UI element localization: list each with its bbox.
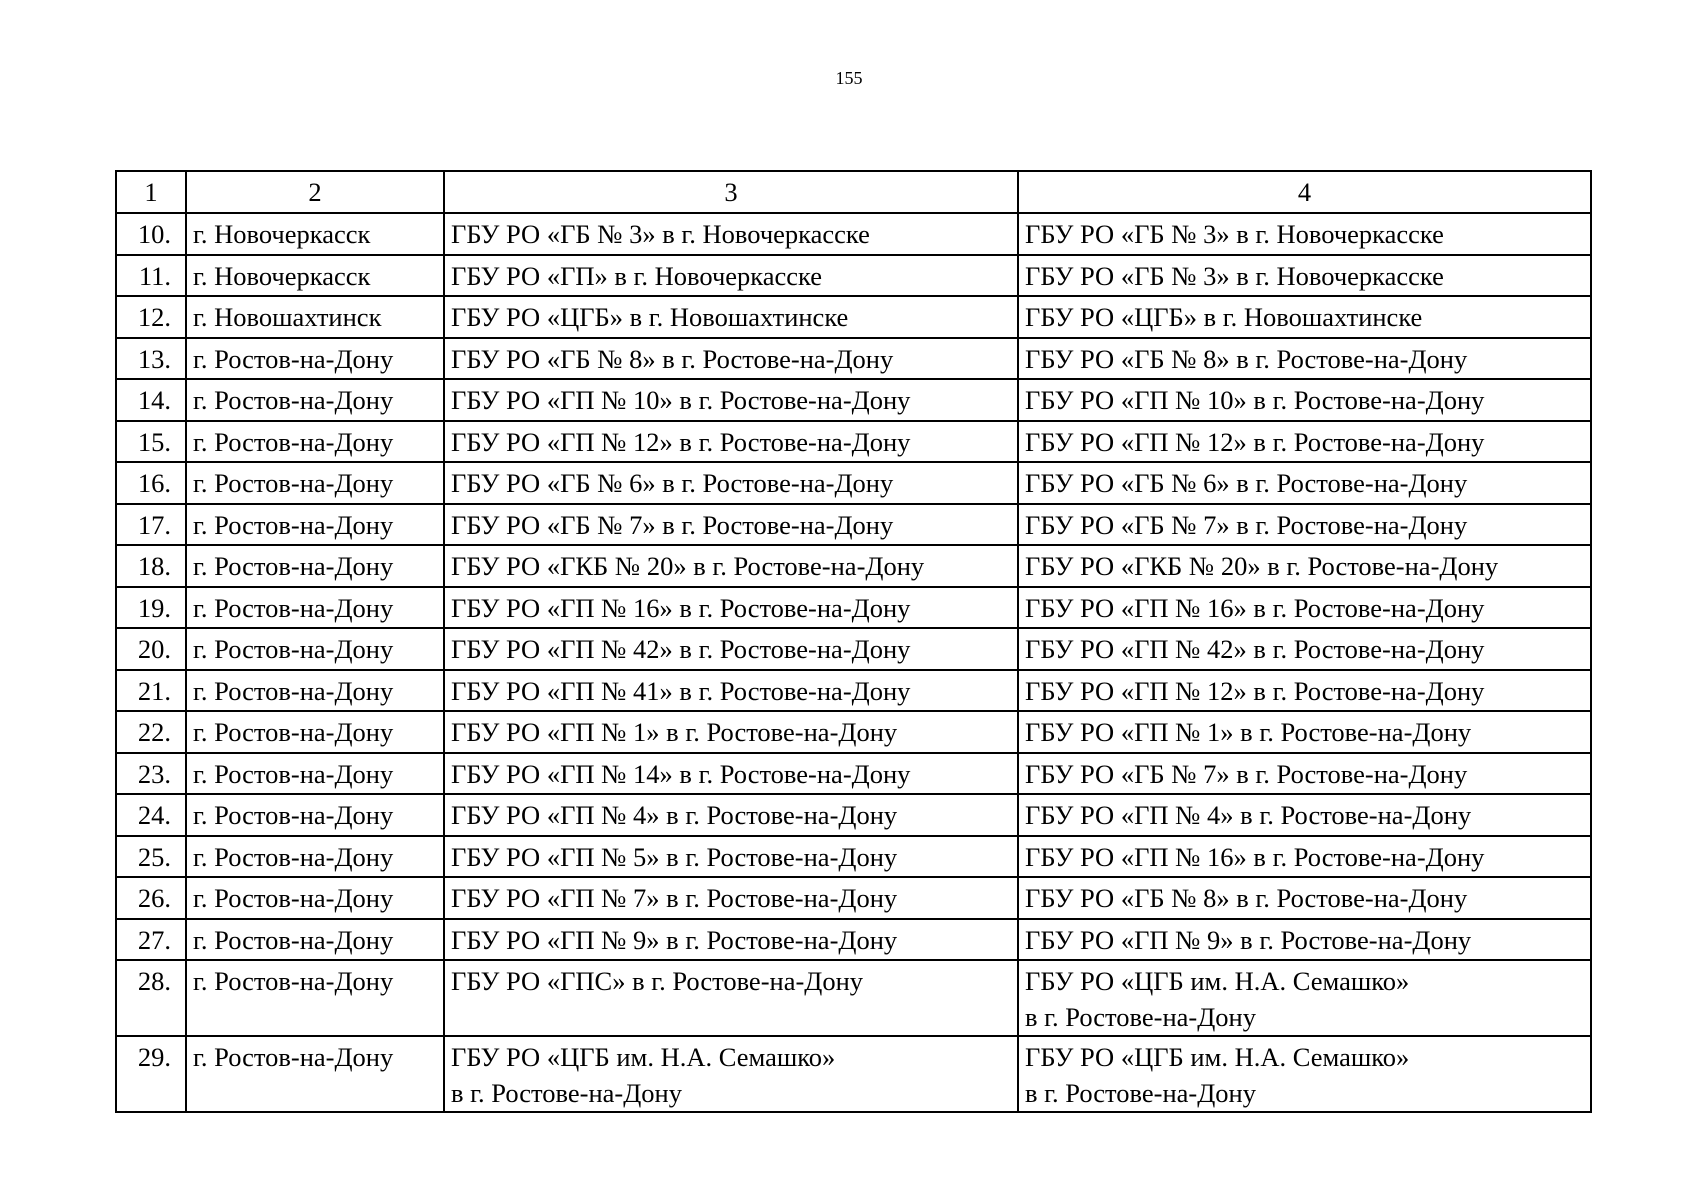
row-number: 20. — [116, 628, 186, 670]
institution-cell: ГБУ РО «ГБ № 3» в г. Новочеркасске — [444, 213, 1018, 255]
assigned-institution-cell: ГБУ РО «ГБ № 8» в г. Ростове-на-Дону — [1018, 338, 1591, 380]
institution-cell: ГБУ РО «ГП» в г. Новочеркасске — [444, 255, 1018, 297]
row-number: 28. — [116, 960, 186, 1036]
city-cell: г. Ростов-на-Дону — [186, 1036, 444, 1112]
row-number: 16. — [116, 462, 186, 504]
institution-cell: ГБУ РО «ГП № 41» в г. Ростове-на-Дону — [444, 670, 1018, 712]
column-header: 1 — [116, 171, 186, 213]
row-number: 10. — [116, 213, 186, 255]
assigned-institution-cell: ГБУ РО «ГП № 42» в г. Ростове-на-Дону — [1018, 628, 1591, 670]
institution-cell: ГБУ РО «ГП № 7» в г. Ростове-на-Дону — [444, 877, 1018, 919]
assigned-institution-cell: ГБУ РО «ГП № 9» в г. Ростове-на-Дону — [1018, 919, 1591, 961]
table-row — [116, 462, 1591, 504]
row-number: 14. — [116, 379, 186, 421]
table-row — [116, 711, 1591, 753]
city-cell: г. Ростов-на-Дону — [186, 628, 444, 670]
table-row — [116, 753, 1591, 795]
city-cell: г. Новошахтинск — [186, 296, 444, 338]
assigned-institution-cell: ГБУ РО «ЦГБ» в г. Новошахтинске — [1018, 296, 1591, 338]
institution-cell: ГБУ РО «ГП № 9» в г. Ростове-на-Дону — [444, 919, 1018, 961]
row-number: 26. — [116, 877, 186, 919]
table-row — [116, 421, 1591, 463]
institution-cell: ГБУ РО «ГКБ № 20» в г. Ростове-на-Дону — [444, 545, 1018, 587]
table-row — [116, 670, 1591, 712]
assigned-institution-cell: ГБУ РО «ЦГБ им. Н.А. Семашко» в г. Ростове-на-Дону — [1018, 1036, 1591, 1112]
table-row — [116, 338, 1591, 380]
table-row — [116, 255, 1591, 297]
row-number: 12. — [116, 296, 186, 338]
table-header — [116, 171, 1591, 213]
assigned-institution-cell: ГБУ РО «ГБ № 3» в г. Новочеркасске — [1018, 213, 1591, 255]
institutions-table — [115, 170, 1592, 1113]
table-row — [116, 296, 1591, 338]
page-number: 155 — [835, 68, 863, 88]
city-cell: г. Ростов-на-Дону — [186, 877, 444, 919]
assigned-institution-cell: ГБУ РО «ГКБ № 20» в г. Ростове-на-Дону — [1018, 545, 1591, 587]
assigned-institution-cell: ГБУ РО «ГП № 1» в г. Ростове-на-Дону — [1018, 711, 1591, 753]
row-number: 23. — [116, 753, 186, 795]
table-row — [116, 628, 1591, 670]
city-cell: г. Ростов-на-Дону — [186, 836, 444, 878]
assigned-institution-cell: ГБУ РО «ГБ № 7» в г. Ростове-на-Дону — [1018, 504, 1591, 546]
assigned-institution-cell: ГБУ РО «ЦГБ им. Н.А. Семашко» в г. Ростове-на-Дону — [1018, 960, 1591, 1036]
assigned-institution-cell: ГБУ РО «ГБ № 6» в г. Ростове-на-Дону — [1018, 462, 1591, 504]
assigned-institution-cell: ГБУ РО «ГБ № 3» в г. Новочеркасске — [1018, 255, 1591, 297]
assigned-institution-cell: ГБУ РО «ГП № 16» в г. Ростове-на-Дону — [1018, 836, 1591, 878]
table-body — [116, 213, 1591, 1112]
table-row — [116, 504, 1591, 546]
institution-cell: ГБУ РО «ГП № 42» в г. Ростове-на-Дону — [444, 628, 1018, 670]
row-number: 15. — [116, 421, 186, 463]
row-number: 27. — [116, 919, 186, 961]
institution-cell: ГБУ РО «ГП № 10» в г. Ростове-на-Дону — [444, 379, 1018, 421]
city-cell: г. Ростов-на-Дону — [186, 504, 444, 546]
table-row — [116, 877, 1591, 919]
city-cell: г. Ростов-на-Дону — [186, 545, 444, 587]
column-header: 3 — [444, 171, 1018, 213]
assigned-institution-cell: ГБУ РО «ГП № 10» в г. Ростове-на-Дону — [1018, 379, 1591, 421]
table-row — [116, 836, 1591, 878]
city-cell: г. Ростов-на-Дону — [186, 919, 444, 961]
assigned-institution-cell: ГБУ РО «ГП № 4» в г. Ростове-на-Дону — [1018, 794, 1591, 836]
city-cell: г. Ростов-на-Дону — [186, 587, 444, 629]
institution-cell: ГБУ РО «ГП № 14» в г. Ростове-на-Дону — [444, 753, 1018, 795]
institution-cell: ГБУ РО «ГП № 4» в г. Ростове-на-Дону — [444, 794, 1018, 836]
institution-cell: ГБУ РО «ГБ № 7» в г. Ростове-на-Дону — [444, 504, 1018, 546]
row-number: 13. — [116, 338, 186, 380]
city-cell: г. Ростов-на-Дону — [186, 711, 444, 753]
institution-cell: ГБУ РО «ЦГБ» в г. Новошахтинске — [444, 296, 1018, 338]
row-number: 18. — [116, 545, 186, 587]
table-row — [116, 587, 1591, 629]
city-cell: г. Новочеркасск — [186, 255, 444, 297]
row-number: 17. — [116, 504, 186, 546]
table-row — [116, 213, 1591, 255]
table-row — [116, 960, 1591, 1036]
institution-cell: ГБУ РО «ГБ № 8» в г. Ростове-на-Дону — [444, 338, 1018, 380]
institution-cell: ГБУ РО «ГП № 12» в г. Ростове-на-Дону — [444, 421, 1018, 463]
row-number: 29. — [116, 1036, 186, 1112]
row-number: 25. — [116, 836, 186, 878]
header-row — [116, 171, 1591, 213]
column-header: 2 — [186, 171, 444, 213]
assigned-institution-cell: ГБУ РО «ГП № 12» в г. Ростове-на-Дону — [1018, 670, 1591, 712]
row-number: 24. — [116, 794, 186, 836]
city-cell: г. Ростов-на-Дону — [186, 462, 444, 504]
city-cell: г. Ростов-на-Дону — [186, 794, 444, 836]
city-cell: г. Новочеркасск — [186, 213, 444, 255]
institution-cell: ГБУ РО «ГП № 1» в г. Ростове-на-Дону — [444, 711, 1018, 753]
city-cell: г. Ростов-на-Дону — [186, 960, 444, 1036]
table-row — [116, 1036, 1591, 1112]
assigned-institution-cell: ГБУ РО «ГБ № 8» в г. Ростове-на-Дону — [1018, 877, 1591, 919]
table-row — [116, 545, 1591, 587]
city-cell: г. Ростов-на-Дону — [186, 670, 444, 712]
row-number: 21. — [116, 670, 186, 712]
assigned-institution-cell: ГБУ РО «ГП № 12» в г. Ростове-на-Дону — [1018, 421, 1591, 463]
institution-cell: ГБУ РО «ГБ № 6» в г. Ростове-на-Дону — [444, 462, 1018, 504]
institution-cell: ГБУ РО «ГП № 5» в г. Ростове-на-Дону — [444, 836, 1018, 878]
table-row — [116, 919, 1591, 961]
row-number: 11. — [116, 255, 186, 297]
city-cell: г. Ростов-на-Дону — [186, 753, 444, 795]
assigned-institution-cell: ГБУ РО «ГБ № 7» в г. Ростове-на-Дону — [1018, 753, 1591, 795]
table-row — [116, 794, 1591, 836]
institution-cell: ГБУ РО «ГП № 16» в г. Ростове-на-Дону — [444, 587, 1018, 629]
institution-cell: ГБУ РО «ГПС» в г. Ростове-на-Дону — [444, 960, 1018, 1036]
table-row — [116, 379, 1591, 421]
city-cell: г. Ростов-на-Дону — [186, 421, 444, 463]
institution-cell: ГБУ РО «ЦГБ им. Н.А. Семашко» в г. Ростове-на-Дону — [444, 1036, 1018, 1112]
assigned-institution-cell: ГБУ РО «ГП № 16» в г. Ростове-на-Дону — [1018, 587, 1591, 629]
row-number: 22. — [116, 711, 186, 753]
city-cell: г. Ростов-на-Дону — [186, 379, 444, 421]
row-number: 19. — [116, 587, 186, 629]
city-cell: г. Ростов-на-Дону — [186, 338, 444, 380]
column-header: 4 — [1018, 171, 1591, 213]
